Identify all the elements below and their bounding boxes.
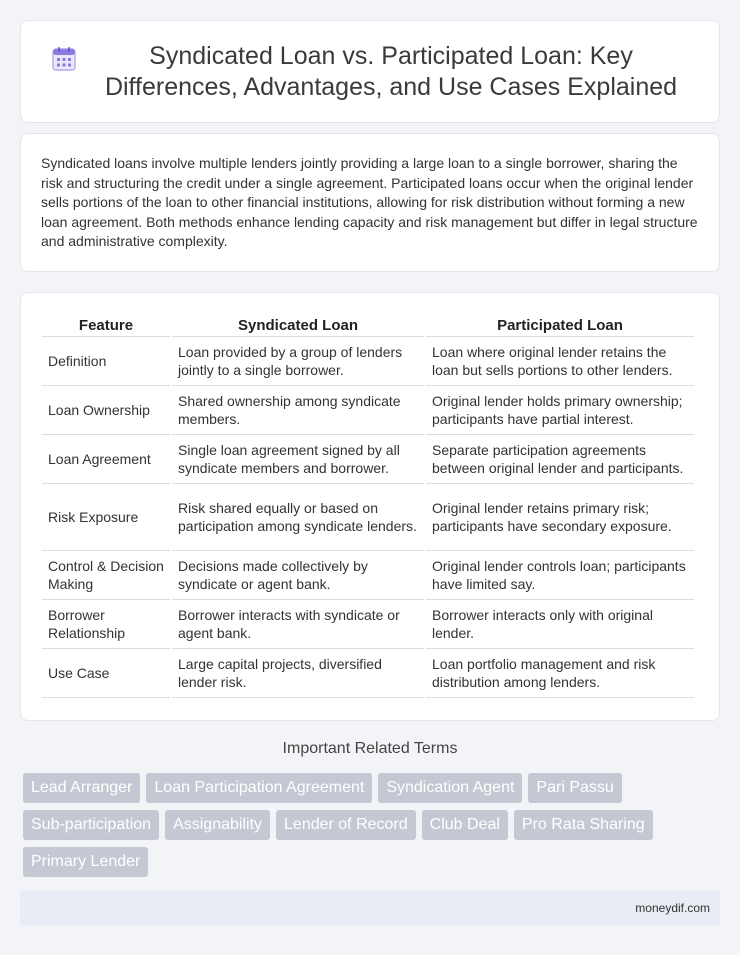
syndicated-cell: Borrower interacts with syndicate or agent bank. <box>172 600 424 649</box>
comparison-table <box>40 313 696 698</box>
term-tag[interactable]: Syndication Agent <box>378 773 522 803</box>
feature-cell: Loan Ownership <box>42 386 170 435</box>
feature-cell: Definition <box>42 337 170 386</box>
participated-cell: Original lender holds primary ownership; participants have partial interest. <box>426 386 694 435</box>
syndicated-cell: Loan provided by a group of lenders jointly to a single borrower. <box>172 337 424 386</box>
term-tag[interactable]: Lead Arranger <box>23 773 140 803</box>
header-card <box>20 20 720 123</box>
participated-cell: Separate participation agreements between original lender and participants. <box>426 435 694 484</box>
header-participated: Participated Loan <box>426 313 694 337</box>
page-title: Syndicated Loan vs. Participated Loan: Key Differences, Advantages, and Use Cases Explained <box>104 41 678 101</box>
term-tag[interactable]: Lender of Record <box>276 810 416 840</box>
syndicated-cell: Risk shared equally or based on participation among syndicate lenders. <box>172 484 424 551</box>
footer-site-link[interactable]: moneydif.com <box>635 901 710 915</box>
term-tag[interactable]: Primary Lender <box>23 847 148 877</box>
comparison-table-card <box>20 292 720 721</box>
feature-cell: Borrower Relationship <box>42 600 170 649</box>
feature-cell: Control & Decision Making <box>42 551 170 600</box>
syndicated-cell: Single loan agreement signed by all syndicate members and borrower. <box>172 435 424 484</box>
footer <box>20 891 720 925</box>
related-terms-title: Important Related Terms <box>282 740 458 757</box>
term-tag[interactable]: Pari Passu <box>528 773 621 803</box>
feature-cell: Loan Agreement <box>42 435 170 484</box>
term-tag[interactable]: Club Deal <box>422 810 508 840</box>
table-row <box>42 600 694 649</box>
syndicated-cell: Large capital projects, diversified lender risk. <box>172 649 424 698</box>
related-terms-list <box>23 773 723 877</box>
table-row <box>42 386 694 435</box>
participated-cell: Loan portfolio management and risk distribution among lenders. <box>426 649 694 698</box>
participated-cell: Loan where original lender retains the loan but sells portions to other lenders. <box>426 337 694 386</box>
term-tag[interactable]: Assignability <box>165 810 270 840</box>
table-row <box>42 435 694 484</box>
syndicated-cell: Decisions made collectively by syndicate or agent bank. <box>172 551 424 600</box>
participated-cell: Original lender retains primary risk; participants have secondary exposure. <box>426 484 694 551</box>
participated-cell: Original lender controls loan; participants have limited say. <box>426 551 694 600</box>
feature-cell: Use Case <box>42 649 170 698</box>
term-tag[interactable]: Loan Participation Agreement <box>146 773 372 803</box>
table-row <box>42 649 694 698</box>
header-feature: Feature <box>42 313 170 337</box>
header-syndicated: Syndicated Loan <box>172 313 424 337</box>
table-row <box>42 484 694 551</box>
calendar-icon <box>51 46 77 72</box>
intro-paragraph: Syndicated loans involve multiple lenders jointly providing a large loan to a single borrower, sharing the risk and structuring the credit under a single agreement. Participated loans occur when the original lender sells portions of the loan to other financial institutions, allowing for risk distribution without forming a new loan agreement. Both methods enhance lending capacity and risk management but differ in legal structure and administrative complexity. <box>41 155 698 249</box>
term-tag[interactable]: Pro Rata Sharing <box>514 810 653 840</box>
table-row <box>42 551 694 600</box>
table-row <box>42 337 694 386</box>
intro-card <box>20 133 720 272</box>
term-tag[interactable]: Sub-participation <box>23 810 159 840</box>
syndicated-cell: Shared ownership among syndicate members. <box>172 386 424 435</box>
participated-cell: Borrower interacts only with original lender. <box>426 600 694 649</box>
feature-cell: Risk Exposure <box>42 484 170 551</box>
table-header-row <box>42 313 694 337</box>
